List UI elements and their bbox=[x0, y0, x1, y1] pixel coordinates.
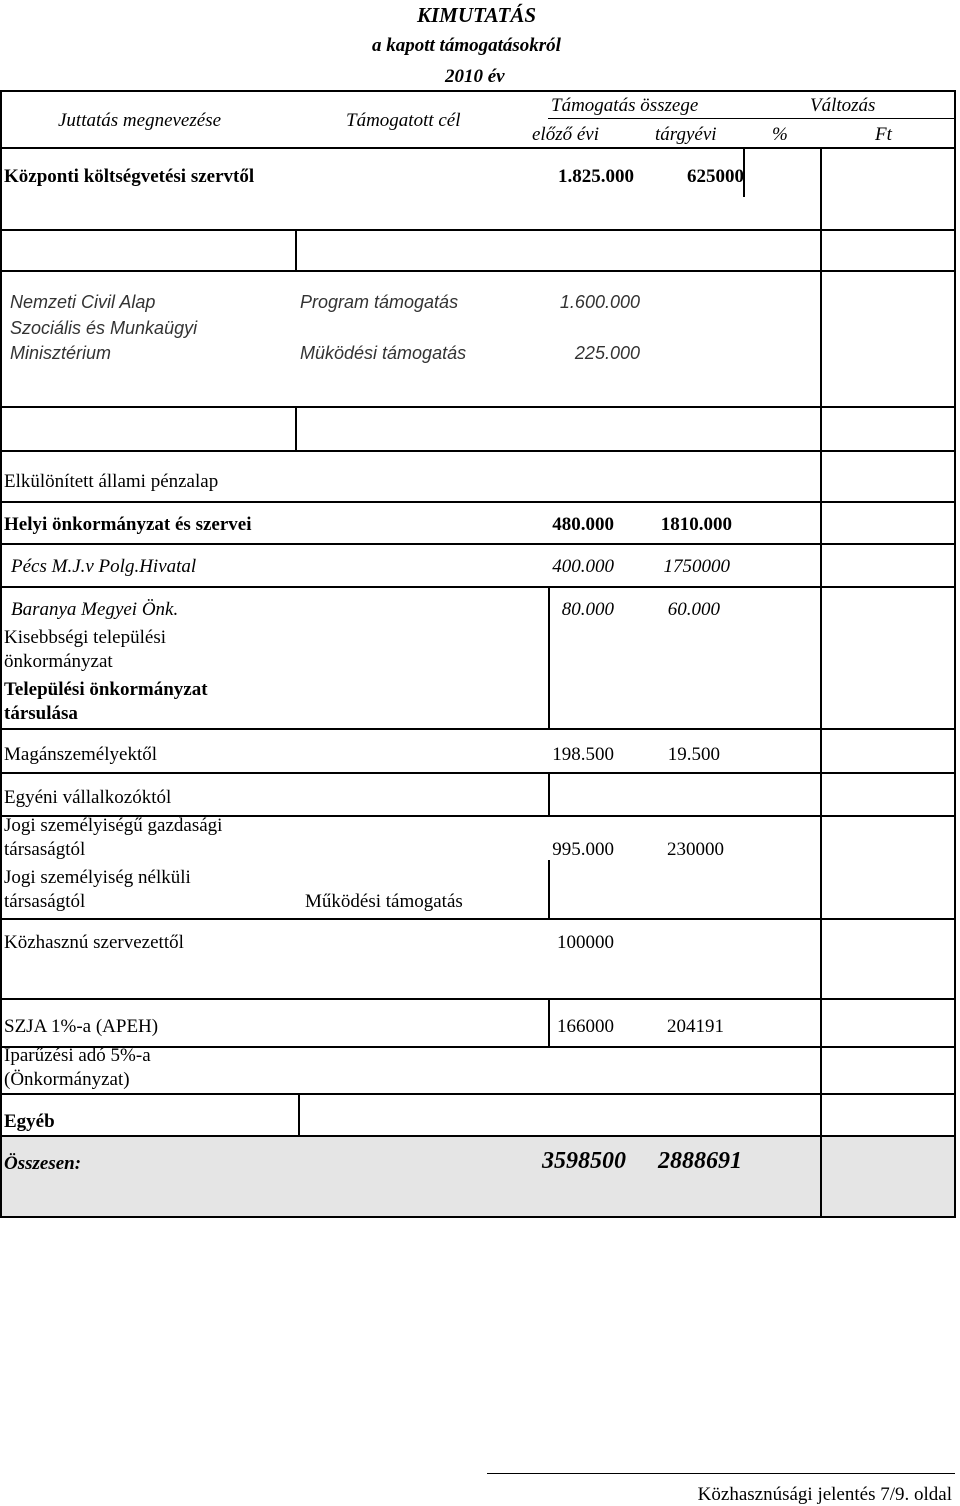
row-cur-kozponti: 625000 bbox=[687, 166, 744, 187]
row-label-szmm-1: Szociális és Munkaügyi bbox=[10, 318, 198, 338]
row-prev-pecs: 400.000 bbox=[552, 556, 614, 577]
row-label-jogi-nelkuli-2: társaságtól bbox=[4, 891, 86, 912]
row-label-kisebbsegi-1: Kisebbségi települési bbox=[4, 627, 166, 648]
row-label-szmm-2: Minisztérium bbox=[10, 343, 112, 363]
report-subtitle: a kapott támogatásokról bbox=[372, 35, 561, 56]
row-cur-osszesen: 2888691 bbox=[658, 1148, 742, 1174]
footer-page: Közhasznúsági jelentés 7/9. oldal bbox=[697, 1484, 952, 1505]
row-label-jogi-2: társaságtól bbox=[4, 839, 86, 860]
row-label-kozhasznu: Közhasznú szervezettől bbox=[4, 932, 184, 953]
row-label-egyeb: Egyéb bbox=[4, 1111, 55, 1132]
row-prev-kozhasznu: 100000 bbox=[557, 932, 614, 953]
row-label-magan: Magánszemélyektől bbox=[4, 744, 158, 765]
row-label-osszesen: Összesen: bbox=[4, 1153, 82, 1174]
row-label-helyi: Helyi önkormányzat és szervei bbox=[4, 514, 252, 535]
row-cur-baranya: 60.000 bbox=[667, 599, 720, 620]
col-header-cel: Támogatott cél bbox=[346, 110, 461, 131]
row-label-jogi-nelkuli-1: Jogi személyiség nélküli bbox=[4, 867, 191, 888]
col-header-elozo: előző évi bbox=[532, 124, 600, 145]
report-title: KIMUTATÁS bbox=[417, 3, 537, 27]
row-label-pecs: Pécs M.J.v Polg.Hivatal bbox=[11, 556, 197, 577]
row-prev-helyi: 480.000 bbox=[552, 514, 614, 535]
row-label-jogi-1: Jogi személyiségű gazdasági bbox=[4, 815, 223, 836]
col-header-osszeg: Támogatás összege bbox=[551, 95, 699, 116]
row-prev-szmm: 225.000 bbox=[574, 343, 640, 363]
row-label-elkulonitett: Elkülönített állami pénzalap bbox=[4, 471, 219, 492]
row-cur-szja: 204191 bbox=[667, 1016, 724, 1037]
row-cur-helyi: 1810.000 bbox=[660, 514, 732, 535]
row-cel-nca: Program támogatás bbox=[300, 292, 459, 312]
row-prev-osszesen: 3598500 bbox=[542, 1148, 626, 1174]
row-cel-jogi-nelkuli: Működési támogatás bbox=[305, 891, 463, 912]
row-prev-nca: 1.600.000 bbox=[559, 292, 640, 312]
total-row-bg bbox=[2, 1135, 956, 1217]
row-label-egyeni: Egyéni vállalkozóktól bbox=[4, 787, 172, 808]
row-prev-kozponti: 1.825.000 bbox=[558, 166, 634, 187]
row-label-nca: Nemzeti Civil Alap bbox=[10, 292, 156, 312]
row-cur-jogi: 230000 bbox=[667, 839, 724, 860]
row-label-szja: SZJA 1%-a (APEH) bbox=[4, 1016, 159, 1037]
row-cur-pecs: 1750000 bbox=[663, 556, 730, 577]
row-label-kisebbsegi-2: önkormányzat bbox=[4, 651, 113, 672]
col-header-ft: Ft bbox=[875, 124, 892, 145]
footer-rule bbox=[487, 1473, 955, 1474]
row-prev-jogi: 995.000 bbox=[552, 839, 614, 860]
row-prev-baranya: 80.000 bbox=[561, 599, 614, 620]
col-header-targy: tárgyévi bbox=[655, 124, 717, 145]
row-prev-szja: 166000 bbox=[557, 1016, 614, 1037]
row-cel-szmm: Müködési támogatás bbox=[300, 343, 467, 363]
row-label-telepulesi-1: Települési önkormányzat bbox=[4, 679, 208, 700]
row-label-kozponti: Központi költségvetési szervtől bbox=[4, 166, 255, 187]
row-prev-magan: 198.500 bbox=[552, 744, 614, 765]
col-header-juttatas: Juttatás megnevezése bbox=[58, 110, 222, 131]
report-year: 2010 év bbox=[445, 66, 505, 87]
col-header-pct: % bbox=[772, 124, 788, 145]
row-label-iparuzesi-1: Iparűzési adó 5%-a bbox=[4, 1045, 151, 1066]
row-label-iparuzesi-2: (Önkormányzat) bbox=[4, 1069, 130, 1090]
row-label-baranya: Baranya Megyei Önk. bbox=[11, 599, 179, 620]
col-header-valtozas: Változás bbox=[810, 95, 876, 116]
row-cur-magan: 19.500 bbox=[667, 744, 720, 765]
row-label-telepulesi-2: társulása bbox=[4, 703, 78, 724]
rule bbox=[0, 90, 956, 92]
